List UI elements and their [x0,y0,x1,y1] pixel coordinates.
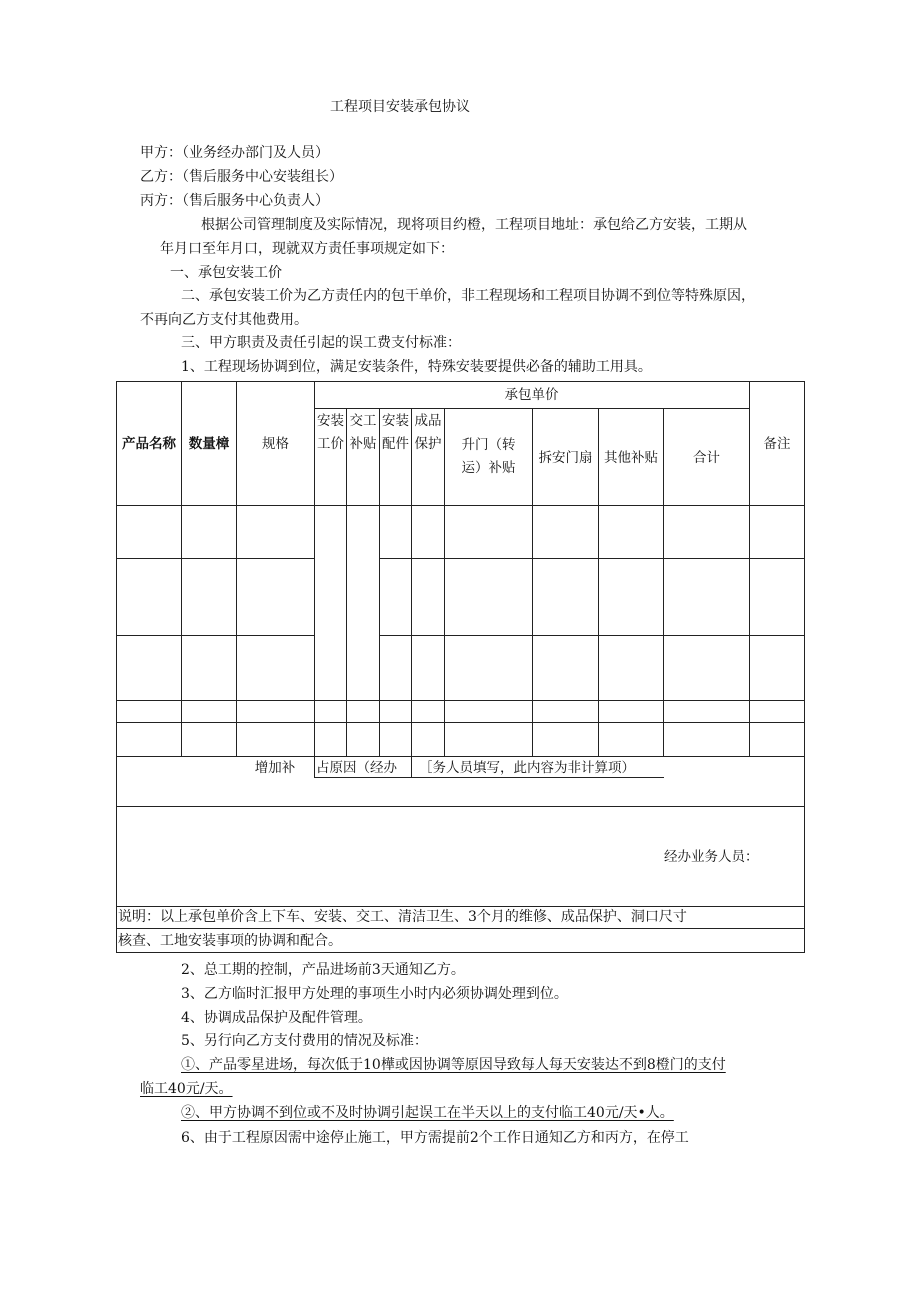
header-lift-door-subsidy: 升门（转 运）补贴 [461,437,516,476]
item-5b: ②、甲方协调不到位或不及时协调引起误工在半天以上的支付临工40元/天•人。 [181,1105,674,1121]
party-c: 丙方：（售后服务中心负责人） [140,193,329,209]
header-quantity: 数量樟 [188,436,230,452]
header-handover-subsidy: 交工 补贴 [349,413,377,452]
note-line-1: 说明：以上承包单价含上下车、安装、交工、清洁卫生、3个月的维修、成品保护、洞口尺寸 [118,909,687,925]
party-b: 乙方：（售后服务中心安装组长） [140,169,343,185]
party-a: 甲方：（业务经办部门及人员） [140,145,329,161]
item-2: 2、总工期的控制，产品进场前3天通知乙方。 [181,962,465,978]
header-finished-protection: 成品 保护 [414,413,442,452]
header-spec: 规格 [262,436,289,452]
extra-row-part-1: 增加补 [254,760,296,776]
header-other-subsidy: 其他补贴 [604,450,658,466]
item-5a-line-2: 临工40元/天。 [140,1081,233,1097]
item-6: 6、由于工程原因需中途停止施工，甲方需提前2个工作日通知乙方和丙方，在停工 [181,1130,689,1146]
document-title: 工程项目安装承包协议 [330,99,470,115]
header-unit-price-group: 承包单价 [504,387,559,403]
header-total: 合计 [693,450,720,466]
section-3-item-1: 1、工程现场协调到位，满足安装条件，特殊安装要提供必备的辅助工用具。 [181,359,652,375]
header-install-fee: 安装 工价 [317,413,344,452]
section-2-line-2: 不再向乙方支付其他费用。 [140,312,308,328]
item-5: 5、另行向乙方支付费用的情况及标准： [181,1033,428,1049]
note-line-2: 核查、工地安装事项的协调和配合。 [118,933,342,949]
item-5a-line-1: ①、产品零星进场，每次低于10樺或因协调等原因导致每人每天安装达不到8橙门的支付 [181,1057,726,1073]
handler-label: 经办业务人员： [664,849,759,865]
contract-price-table [116,381,805,953]
header-remarks: 备注 [763,436,791,452]
extra-row-part-3: ［务人员填写，此内容为非计算项） [419,760,635,776]
item-3: 3、乙方临时汇报甲方处理的事项生小时内必须协调处理到位。 [181,986,568,1002]
header-install-parts: 安装 配件 [382,413,409,452]
intro-line-1: 根据公司管理制度及实际情况，现将项目约橙，工程项目地址：承包给乙方安装，工期从 [201,217,747,233]
header-remove-door: 拆安门扇 [538,450,593,466]
item-4: 4、协调成品保护及配件管理。 [181,1010,372,1026]
section-3: 三、甲方职责及责任引起的误工费支付标准： [181,335,461,351]
section-1: 一、承包安装工价 [170,265,282,281]
section-2-line-1: 二、承包安装工价为乙方责任内的包干单价，非工程现场和工程项目协调不到位等特殊原因， [181,288,755,304]
header-product-name: 产品名称 [122,436,176,452]
extra-row-part-2: 占原因（经办 [316,760,397,776]
intro-line-2: 年月口至年月口，现就双方责任事项规定如下： [160,241,454,257]
